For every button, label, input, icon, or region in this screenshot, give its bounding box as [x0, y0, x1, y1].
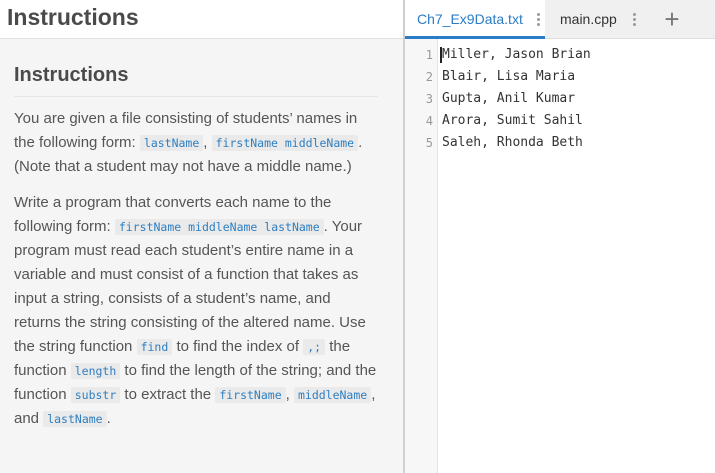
editor-tab-bar [405, 0, 715, 39]
p1-text: , [203, 134, 212, 151]
line-number: 1 [425, 48, 433, 62]
line-number: 2 [425, 70, 433, 84]
line-text: Arora, Sumit Sahil [442, 113, 583, 128]
p2-text: , [285, 386, 294, 403]
line-number: 4 [425, 114, 433, 128]
p2-text: the function [14, 338, 351, 379]
line-text: Miller, Jason Brian [442, 47, 591, 62]
code-line [405, 110, 715, 132]
p2-text: to extract the [120, 386, 216, 403]
instructions-header [0, 0, 403, 39]
add-tab-button[interactable]: + [664, 3, 680, 34]
line-text: Gupta, Anil Kumar [442, 91, 576, 106]
tab-menu-icon[interactable] [627, 13, 643, 26]
line-number: 5 [425, 136, 433, 150]
instructions-paragraph-2 [14, 191, 378, 431]
code-middlename: middleName [294, 387, 371, 403]
tab-label: Ch7_Ex9Data.txt [417, 11, 523, 27]
code-lastname: lastName [140, 135, 203, 151]
code-line [405, 44, 715, 66]
p2-text: . [106, 410, 111, 427]
code-firstname-middlename: firstName middleName [212, 135, 358, 151]
line-text: Saleh, Rhonda Beth [442, 135, 583, 150]
code-find: find [137, 339, 173, 355]
tab-main-cpp[interactable] [548, 0, 648, 38]
code-substr: substr [71, 387, 121, 403]
p2-text: , and [14, 386, 376, 427]
code-line [405, 88, 715, 110]
code-line [405, 66, 715, 88]
tab-menu-icon[interactable] [533, 13, 545, 26]
code-target-form: firstName middleName lastName [115, 219, 324, 235]
instructions-heading: Instructions [14, 62, 378, 97]
instructions-header-title: Instructions [7, 4, 139, 30]
p2-text: . Your program must read each student’s entire name in a variable and must consist of a function that takes as input a string, consists of a student’s name, and returns the string consisting of the altered name. Use the string function [14, 218, 366, 355]
p2-text: to find the length of the string; and the function [14, 362, 377, 403]
line-text: Blair, Lisa Maria [442, 69, 576, 84]
p1-text: You are given a file consisting of students’ names in the following form: [14, 110, 358, 151]
instructions-paragraph-1 [14, 107, 378, 179]
code-firstname: firstName [215, 387, 285, 403]
p1-text: . (Note that a student may not have a middle name.) [14, 134, 363, 175]
instructions-content [14, 62, 378, 443]
code-comma: ,; [303, 339, 325, 355]
code-line [405, 132, 715, 154]
code-lastname-2: lastName [43, 411, 106, 427]
line-number: 3 [425, 92, 433, 106]
editor-panel [405, 0, 715, 473]
p2-text: Write a program that converts each name to the following form: [14, 194, 332, 235]
code-length: length [71, 363, 121, 379]
text-cursor [440, 47, 442, 63]
code-editor[interactable] [405, 44, 715, 154]
tab-ch7-ex9data[interactable] [405, 0, 545, 38]
p2-text: to find the index of [172, 338, 304, 355]
tab-label: main.cpp [560, 11, 617, 27]
